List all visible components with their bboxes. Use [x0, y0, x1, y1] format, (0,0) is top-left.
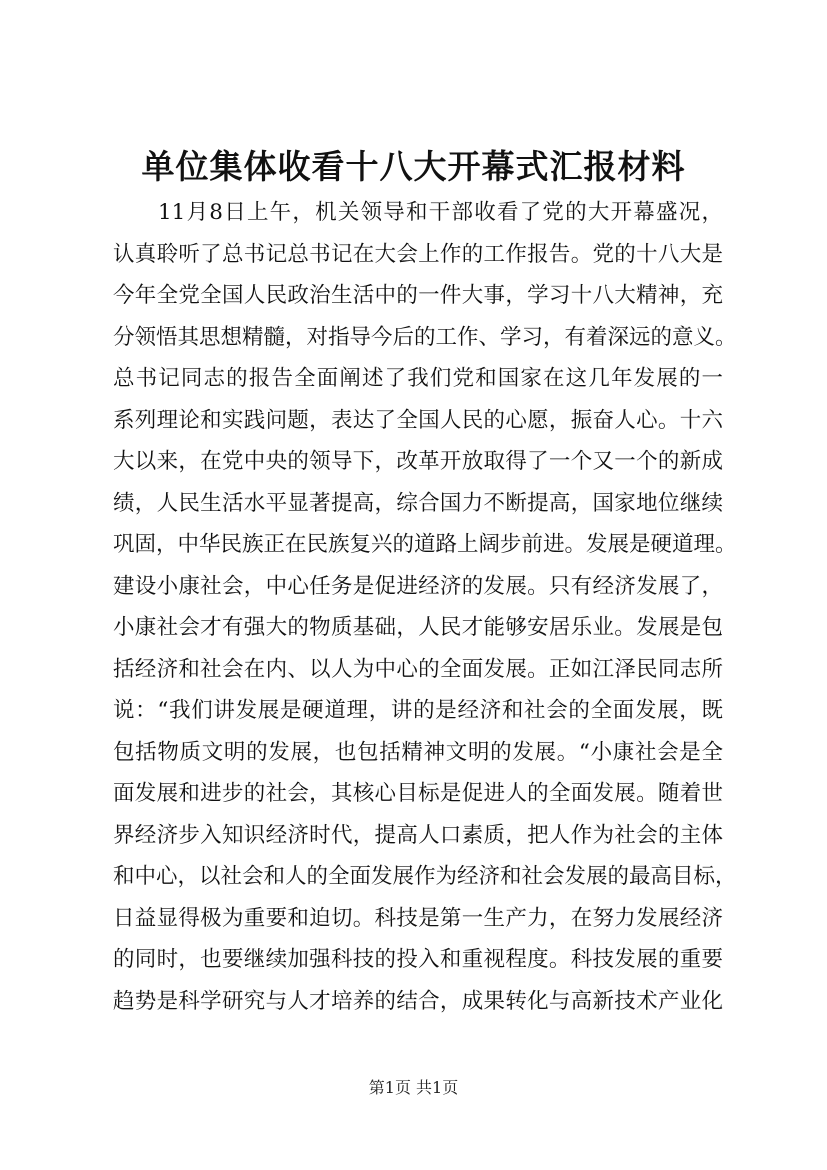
body-line: 和中心，以社会和人的全面发展作为经济和社会发展的最高目标， — [113, 864, 737, 889]
body-line: 建设小康社会，中心任务是促进经济的发展。只有经济发展了， — [113, 573, 723, 599]
body-line: 面发展和进步的社会，其核心目标是促进人的全面发展。随着世 — [113, 781, 723, 806]
body-line: 巩固，中华民族正在民族复兴的道路上阔步前进。发展是硬道理。 — [113, 532, 737, 557]
body-line: 趋势是科学研究与人才培养的结合，成果转化与高新技术产业化 — [113, 988, 723, 1014]
body-line: 绩，人民生活水平显著提高，综合国力不断提高，国家地位继续 — [113, 490, 723, 516]
body-line: 今年全党全国人民政治生活中的一件大事，学习十八大精神，充 — [113, 283, 723, 308]
body-line: 系列理论和实践问题，表达了全国人民的心愿，振奋人心。十六 — [113, 407, 723, 433]
body-line: 认真聆听了总书记总书记在大会上作的工作报告。党的十八大是 — [113, 241, 723, 267]
page-footer: 第1页 共1页 — [368, 1078, 459, 1097]
document-title: 单位集体收看十八大开幕式汇报材料 — [141, 147, 686, 186]
body-line: 日益显得极为重要和迫切。科技是第一生产力，在努力发展经济 — [113, 905, 723, 931]
body-line: 小康社会才有强大的物质基础，人民才能够安居乐业。发展是包 — [113, 615, 723, 640]
body-line: 包括物质文明的发展，也包括精神文明的发展。“小康社会是全 — [113, 739, 723, 765]
body-line: 界经济步入知识经济时代，提高人口素质，把人作为社会的主体 — [113, 822, 723, 848]
document-body — [113, 192, 737, 1022]
body-line: 分领悟其思想精髓，对指导今后的工作、学习，有着深远的意义。 — [113, 324, 737, 350]
body-line: 括经济和社会在内、以人为中心的全面发展。正如江泽民同志所 — [113, 656, 723, 682]
body-line: 总书记同志的报告全面阐述了我们党和国家在这几年发展的一 — [113, 366, 723, 391]
body-line: 大以来，在党中央的领导下，改革开放取得了一个又一个的新成 — [113, 449, 723, 474]
body-line: 说：“我们讲发展是硬道理，讲的是经济和社会的全面发展，既 — [113, 698, 723, 723]
body-line: 11月8日上午，机关领导和干部收看了党的大开幕盛况， — [158, 200, 723, 225]
body-line: 的同时，也要继续加强科技的投入和重视程度。科技发展的重要 — [113, 947, 723, 972]
